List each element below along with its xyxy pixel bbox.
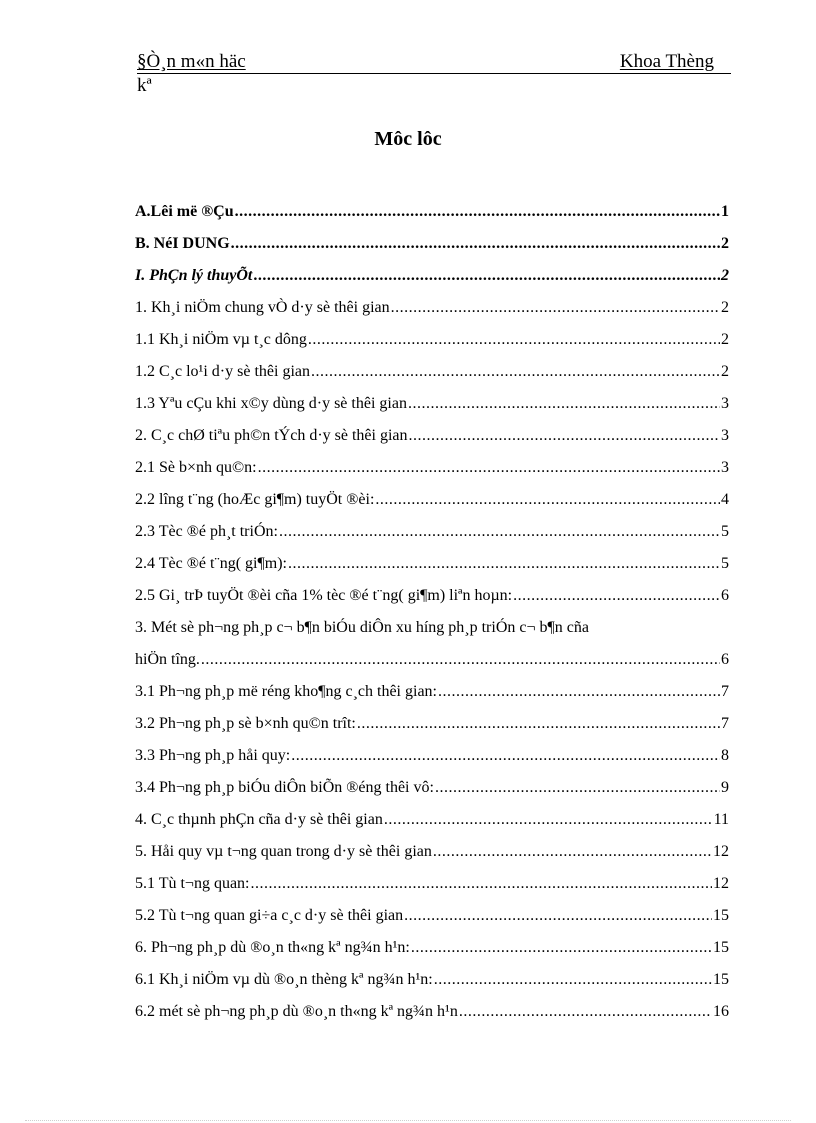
toc-label: 1.2 C¸c lo¹i d·y sè thêi gian	[135, 363, 310, 380]
toc-leader-dots	[384, 804, 713, 836]
toc-entry[interactable]	[135, 964, 729, 996]
page-bottom-divider	[25, 1120, 791, 1121]
toc-leader-dots	[391, 292, 720, 324]
toc-page-number: 7	[721, 683, 729, 700]
toc-leader-dots	[291, 740, 720, 772]
toc-page-number: 8	[721, 747, 729, 764]
toc-entry[interactable]	[135, 548, 729, 580]
toc-page-number: 11	[713, 811, 729, 828]
toc-entry[interactable]	[135, 292, 729, 324]
toc-leader-dots	[375, 484, 720, 516]
toc-label: 3.2 Ph¬ng ph¸p sè b×nh qu©n trît:	[135, 715, 356, 732]
toc-page-number: 2	[721, 363, 729, 380]
toc-entry[interactable]	[135, 676, 729, 708]
toc-page-number: 1	[721, 203, 729, 220]
toc-leader-dots	[513, 580, 720, 612]
toc-leader-dots	[408, 388, 720, 420]
toc-page-number: 2	[721, 267, 729, 284]
header-left-text: §Ò¸n m«n häc	[137, 51, 246, 72]
toc-label: 4. C¸c thµnh phÇn cña d·y sè thêi gian	[135, 811, 383, 828]
toc-label: 5.2 Tù t¬ng quan gi÷a c¸c d·y sè thêi gian	[135, 907, 404, 924]
toc-label: 3.1 Ph¬ng ph¸p më réng kho¶ng c¸ch thêi gian:	[135, 683, 437, 700]
page-title: Môc lôc	[374, 128, 442, 150]
page-header	[137, 52, 731, 96]
toc-entry[interactable]	[135, 484, 729, 516]
toc-label: 3.3 Ph¬ng ph¸p håi quy:	[135, 747, 291, 764]
toc-entry[interactable]	[135, 740, 729, 772]
toc-entry[interactable]	[135, 708, 729, 740]
toc-leader-dots	[438, 676, 720, 708]
toc-leader-dots	[357, 708, 720, 740]
toc-leader-dots	[308, 324, 720, 356]
toc-entry[interactable]	[135, 932, 729, 964]
toc-leader-dots	[311, 356, 720, 388]
toc-page-number: 3	[721, 459, 729, 476]
toc-page-number: 2	[721, 331, 729, 348]
toc-page-number: 5	[721, 523, 729, 540]
toc-entry[interactable]	[135, 580, 729, 612]
toc-leader-dots	[201, 644, 720, 676]
toc-page-number: 15	[713, 939, 729, 956]
toc-entry[interactable]	[135, 516, 729, 548]
toc-leader-dots	[288, 548, 720, 580]
toc-entry[interactable]	[135, 196, 729, 228]
toc-label: 2.3 Tèc ®é ph¸t triÓn:	[135, 523, 278, 540]
toc-label: 2.4 Tèc ®é t¨ng( gi¶m):	[135, 555, 287, 572]
toc-page-number: 12	[713, 875, 729, 892]
toc-leader-dots	[253, 260, 720, 292]
toc-label: 2. C¸c chØ tiªu ph©n tÝch d·y sè thêi gian	[135, 427, 408, 444]
toc-entry[interactable]	[135, 324, 729, 356]
toc-label: A.Lêi më ®Çu	[135, 203, 234, 220]
toc-label: 2.2 lîng t¨ng (hoÆc gi¶m) tuyÖt ®èi:	[135, 491, 375, 508]
toc-entry[interactable]	[135, 996, 729, 1028]
toc-label: 1.3 Yªu cÇu khi x©y dùng d·y sè thêi gian	[135, 395, 407, 412]
toc-page-number: 2	[721, 235, 729, 252]
toc-label: hiÖn tîng.	[135, 651, 200, 668]
toc-label: B. NéI DUNG	[135, 235, 230, 252]
toc-label: 1. Kh¸i niÖm chung vÒ d·y sè thêi gian	[135, 299, 390, 316]
toc-leader-dots	[434, 964, 712, 996]
toc-wrapped-entry[interactable]	[135, 612, 729, 676]
toc-leader-dots	[231, 228, 720, 260]
toc-wrapped-line-1: 3. Mét sè ph¬ng ph¸p c¬ b¶n biÓu diÔn xu híng ph¸p triÓn c¬ b¶n cña	[135, 619, 589, 636]
toc-label: 6. Ph¬ng ph¸p dù ®o¸n th«ng kª ng¾n h¹n:	[135, 939, 410, 956]
toc-wrapped-line-2	[135, 644, 729, 676]
header-right-text: Khoa Thèng	[619, 51, 714, 72]
toc-page-number: 12	[713, 843, 729, 860]
toc-label: 3.4 Ph¬ng ph¸p biÓu diÔn biÕn ®éng thêi vô:	[135, 779, 434, 796]
toc-leader-dots	[435, 772, 720, 804]
toc-entry[interactable]	[135, 900, 729, 932]
toc-page-number: 5	[721, 555, 729, 572]
toc-page-number: 9	[721, 779, 729, 796]
toc-leader-dots	[459, 996, 712, 1028]
toc-leader-dots	[404, 900, 712, 932]
toc-entry[interactable]	[135, 836, 729, 868]
toc-label: 2.1 Sè b×nh qu©n:	[135, 459, 257, 476]
toc-entry[interactable]	[135, 772, 729, 804]
toc-label: 2.5 Gi¸ trÞ tuyÖt ®èi cña 1% tèc ®é t¨ng( gi¶m) liªn hoµn:	[135, 587, 513, 604]
toc-section-1	[135, 196, 729, 612]
toc-entry[interactable]	[135, 804, 729, 836]
toc-page-number: 3	[721, 395, 729, 412]
toc-page-number: 15	[713, 971, 729, 988]
toc-entry[interactable]	[135, 356, 729, 388]
toc-page-number: 15	[713, 907, 729, 924]
toc-leader-dots	[433, 836, 712, 868]
toc-page-number: 16	[713, 1003, 729, 1020]
toc-page-number: 2	[721, 299, 729, 316]
toc-label: 6.1 Kh¸i niÖm vµ dù ®o¸n thèng kª ng¾n h¹n:	[135, 971, 433, 988]
header-row	[137, 52, 731, 74]
toc-page-number: 4	[721, 491, 729, 508]
toc-label: 5. Håi quy vµ t¬ng quan trong d·y sè thêi gian	[135, 843, 432, 860]
toc-leader-dots	[411, 932, 712, 964]
header-continuation: kª	[137, 75, 152, 96]
toc-label: 6.2 mét sè ph¬ng ph¸p dù ®o¸n th«ng kª ng¾n h¹n	[135, 1003, 458, 1020]
toc-leader-dots	[258, 452, 720, 484]
toc-entry[interactable]	[135, 260, 729, 292]
toc-leader-dots	[235, 196, 720, 228]
toc-leader-dots	[409, 420, 720, 452]
toc-page-number: 7	[721, 715, 729, 732]
toc-page-number: 6	[721, 651, 729, 668]
toc-entry[interactable]	[135, 388, 729, 420]
toc-entry[interactable]	[135, 452, 729, 484]
toc-label: I. PhÇn lý thuyÕt	[135, 267, 253, 284]
toc-leader-dots	[251, 868, 713, 900]
toc-leader-dots	[279, 516, 720, 548]
toc-label: 5.1 Tù t¬ng quan:	[135, 875, 250, 892]
toc-section-2	[135, 676, 729, 1028]
table-of-contents	[135, 196, 729, 1028]
toc-page-number: 3	[721, 427, 729, 444]
toc-page-number: 6	[721, 587, 729, 604]
toc-entry[interactable]	[135, 228, 729, 260]
toc-entry[interactable]	[135, 868, 729, 900]
toc-label: 1.1 Kh¸i niÖm vµ t¸c dông	[135, 331, 307, 348]
toc-entry[interactable]	[135, 420, 729, 452]
